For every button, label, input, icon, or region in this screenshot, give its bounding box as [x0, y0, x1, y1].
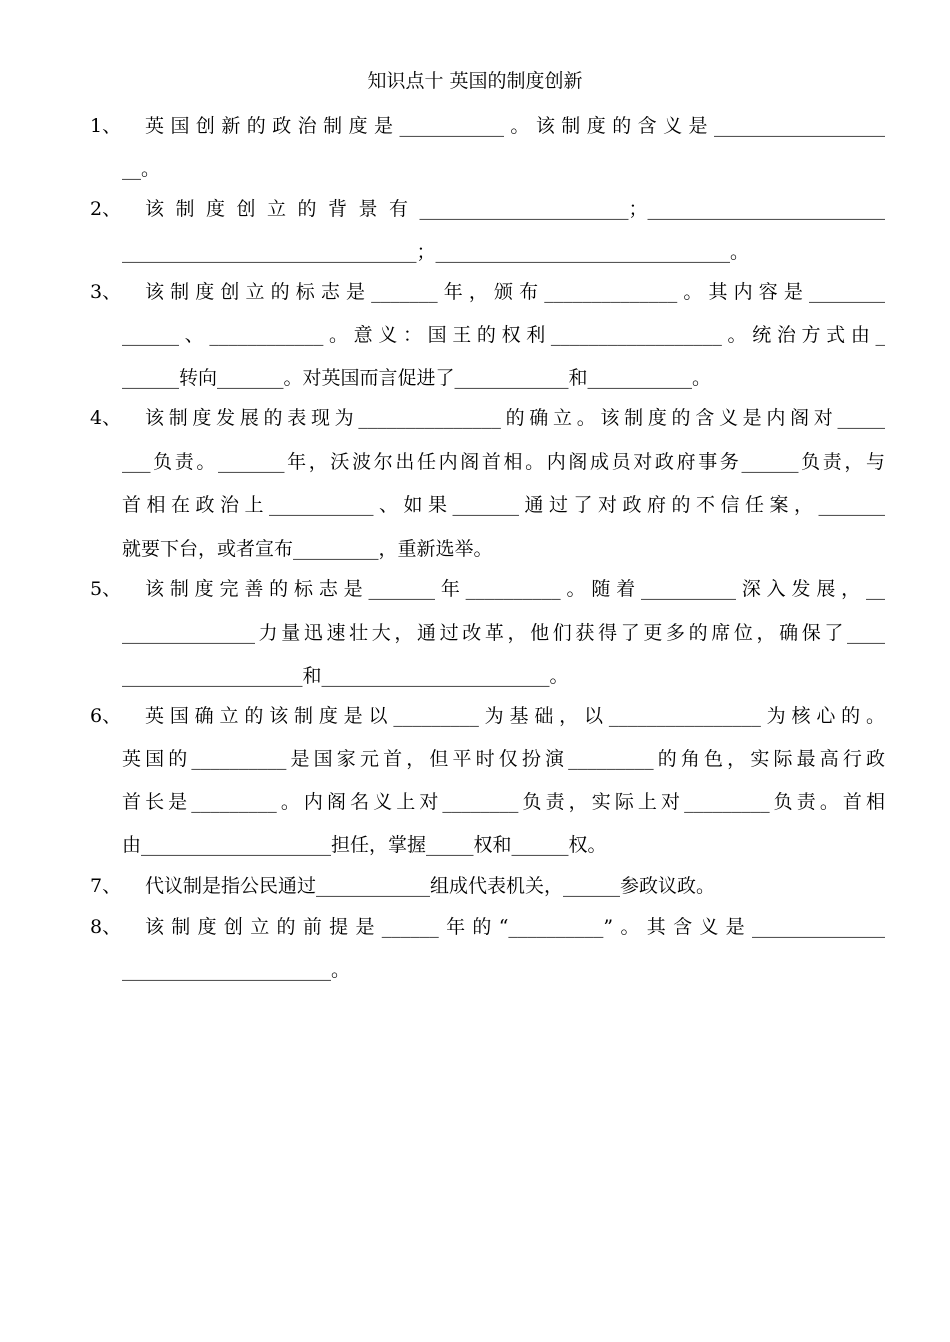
question-line: 该制度创立的背景有______________________；_________________________: [145, 198, 885, 220]
question-line: _______________________________；_______________________________。: [122, 241, 750, 263]
question-number: 3、: [90, 281, 122, 303]
question-number: 1、: [90, 115, 122, 137]
question-line: 就要下台，或者宣布_________，重新选举。: [122, 538, 493, 560]
question-line: 该制度创立的前提是______年的“__________”。其含义是______________: [145, 916, 885, 938]
question-line: 首相在政治上___________、如果_______通过了对政府的不信任案，_______: [122, 494, 885, 516]
question-line: 该制度发展的表现为_______________的确立。该制度的含义是内阁对_____: [145, 407, 885, 429]
question-line: 英国创新的政治制度是___________。该制度的含义是__________________: [145, 115, 885, 137]
question-line: 英国的__________是国家元首，但平时仅扮演_________的角色，实际最高行政: [122, 748, 885, 770]
question-number: 2、: [90, 198, 122, 220]
page-title: 知识点十 英国的制度创新: [367, 70, 583, 92]
question-line: ___负责。_______年，沃波尔出任内阁首相。内阁成员对政府事务______负责，与: [122, 451, 885, 473]
question-number: 4、: [90, 407, 122, 429]
question-line: ___________________和________________________。: [122, 665, 569, 687]
question-line: 该制度创立的标志是_______年，颁布______________。其内容是________: [145, 281, 885, 303]
question-line: 英国确立的该制度是以_________为基础，以________________为核心的。: [145, 705, 885, 727]
question-line: ______________力量迅速壮大，通过改革，他们获得了更多的席位，确保了____: [122, 622, 885, 644]
question-line: __。: [122, 158, 161, 180]
question-line: ______________________。: [122, 959, 351, 981]
question-number: 5、: [90, 578, 122, 600]
question-line: 首长是_________。内阁名义上对________负责，实际上对_________负责。首相: [122, 791, 885, 813]
question-line: 该制度完善的标志是_______年__________。随着__________深入发展，__: [145, 578, 885, 600]
question-line: 代议制是指公民通过____________组成代表机关，______参政议政。: [145, 875, 716, 897]
question-line: ______、____________。意义：国王的权利__________________。统治方式由_: [122, 324, 885, 346]
question-line: ______转向_______。对英国而言促进了____________和___________。: [122, 367, 712, 389]
question-number: 8、: [90, 916, 122, 938]
question-line: 由____________________担任，掌握_____权和______权。: [122, 834, 607, 856]
question-number: 6、: [90, 705, 122, 727]
question-number: 7、: [90, 875, 122, 897]
